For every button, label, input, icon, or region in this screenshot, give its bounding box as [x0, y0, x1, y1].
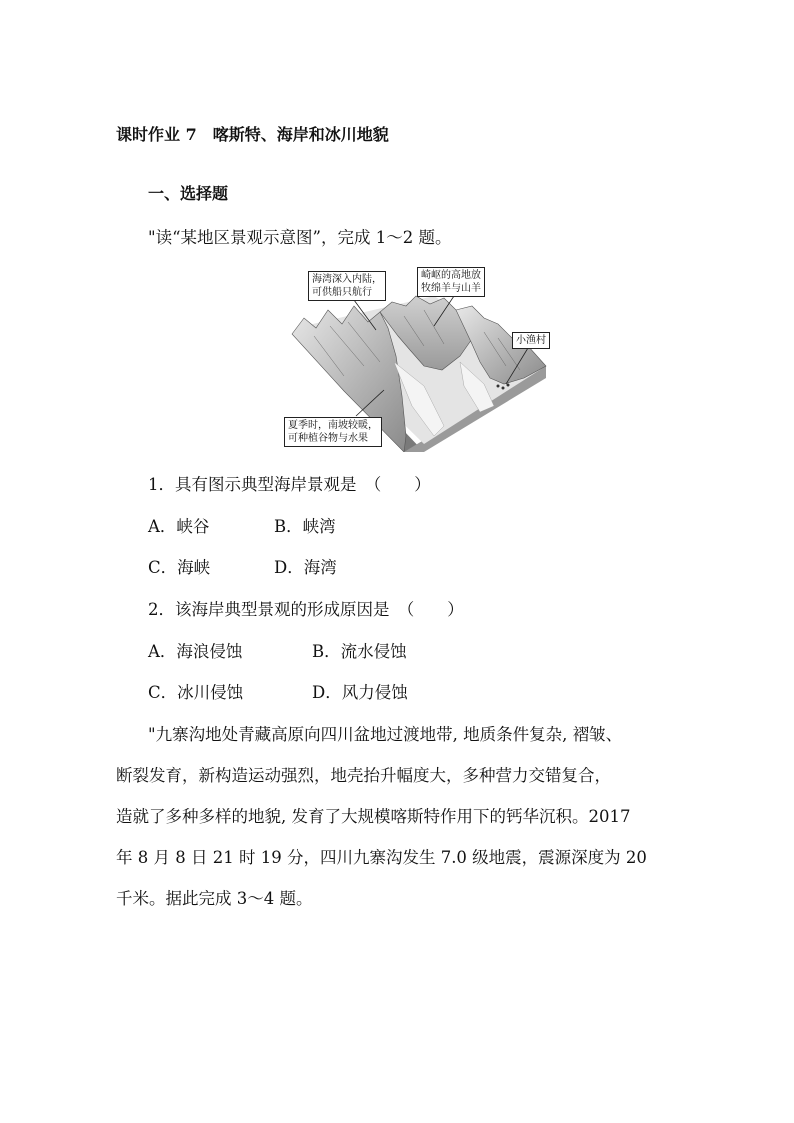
q1-option-a: A．峡谷	[148, 517, 210, 536]
page-title: 课时作业 7 喀斯特、海岸和冰川地貌	[116, 125, 389, 144]
callout-bay: 海湾深入内陆， 可供船只航行	[308, 271, 386, 301]
passage-line: 断裂发育，新构造运动强烈，地壳抬升幅度大，多种营力交错复合，	[116, 766, 611, 785]
q2-option-d: D．风力侵蚀	[312, 683, 408, 702]
question-1-stem: 1．具有图示典型海岸景观是 （ ）	[148, 475, 431, 494]
passage-line: "九寨沟地处青藏高原向四川盆地过渡地带, 地质条件复杂, 褶皱、	[148, 725, 623, 744]
passage-line: 千米。据此完成 3～4 题。	[116, 889, 313, 908]
q2-option-a: A．海浪侵蚀	[148, 642, 243, 661]
passage	[116, 714, 686, 919]
callout-highland: 崎岖的高地放 牧绵羊与山羊	[417, 267, 485, 297]
q2-option-c: C．冰川侵蚀	[148, 683, 244, 702]
q1-option-c: C．海峡	[148, 558, 211, 577]
passage-line: 年 8 月 8 日 21 时 19 分，四川九寨沟发生 7.0 级地震，震源深度为 20	[116, 848, 647, 867]
q1-option-b: B．峡湾	[274, 517, 336, 536]
q2-option-b: B．流水侵蚀	[312, 642, 407, 661]
callout-village: 小渔村	[512, 332, 550, 349]
callout-south-slope: 夏季时，南坡较暖， 可种植谷物与水果	[284, 417, 382, 447]
q1-option-d: D．海湾	[274, 558, 337, 577]
passage-line: 造就了多种多样的地貌, 发育了大规模喀斯特作用下的钙华沉积。2017	[116, 807, 631, 826]
section-heading: 一、选择题	[148, 184, 229, 203]
question-2-stem: 2．该海岸典型景观的形成原因是 （ ）	[148, 600, 464, 619]
intro-text: "读“某地区景观示意图”，完成 1～2 题。	[148, 228, 452, 247]
landscape-figure	[284, 266, 554, 452]
